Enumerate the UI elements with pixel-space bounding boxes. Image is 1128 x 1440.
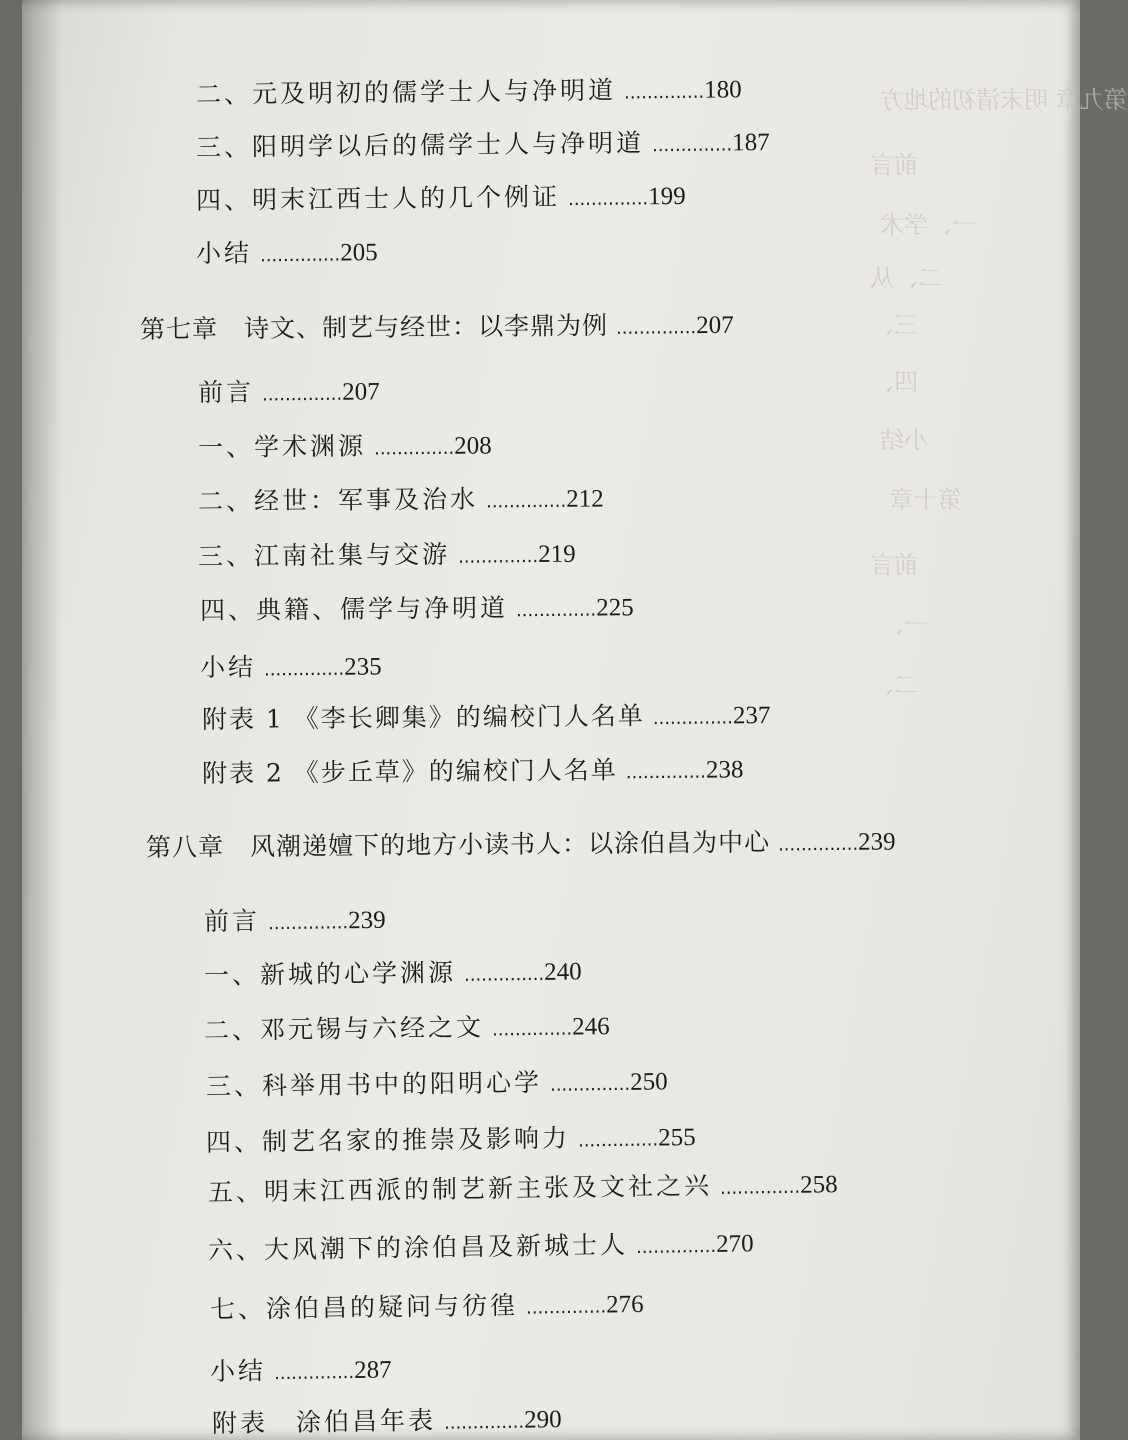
toc-entry-label: 二、元及明初的儒学士人与净明道 [195,75,617,109]
toc-leader-dots: .............. [567,188,649,211]
toc-entry [202,749,744,790]
toc-entry [204,900,386,938]
toc-leader-dots: .............. [549,1073,631,1096]
toc-page-number: 255 [657,1124,696,1152]
toc-leader-dots: .............. [261,383,343,406]
toc-leader-dots: .............. [651,134,733,157]
toc-page-number: 235 [344,653,382,681]
toc-entry [212,1399,562,1440]
toc-entry-label: 附表 1 《李长卿集》的编校门人名单 [201,701,645,734]
toc-page-number: 276 [605,1290,644,1319]
toc-page-number: 187 [731,128,770,157]
toc-entry [198,371,380,409]
toc-entry [206,1061,668,1103]
toc-entry-label: 五、明末江西派的制艺新主张及文社之兴 [207,1170,713,1207]
toc-page-number: 225 [596,594,634,622]
toc-page-number: 208 [454,432,492,460]
toc-page-number: 238 [705,756,744,784]
toc-entry-label: 前言 [197,377,255,407]
toc-leader-dots: .............. [273,1361,355,1385]
toc-leader-dots: .............. [652,707,734,730]
toc-entry [196,176,686,217]
toc-page-number: 207 [342,378,380,406]
toc-entry-label: 小结 [209,1356,267,1386]
toc-leader-dots: .............. [463,963,545,986]
toc-entry-label: 一、新城的心学渊源 [203,957,457,990]
toc-leader-dots: .............. [485,490,567,513]
toc-page-number: 290 [523,1406,562,1434]
toc-leader-dots: .............. [525,1296,607,1319]
toc-entry-label: 六、大风潮下的涂伯昌及新城士人 [207,1230,629,1265]
toc-leader-dots: .............. [635,1235,717,1259]
toc-entry-label: 三、江南社集与交游 [197,539,451,571]
toc-entry [200,587,634,627]
toc-leader-dots: .............. [577,1129,659,1152]
toc-entry [202,695,771,736]
toc-page-number: 240 [543,958,582,986]
toc-entry-label: 第七章 诗文、制艺与经世：以李鼎为例 [139,310,609,344]
toc-entry [196,122,770,164]
toc-entry-label: 一、学术渊源 [197,431,367,462]
toc-page-number: 250 [629,1068,668,1096]
toc-entry-label: 四、制艺名家的推崇及影响力 [205,1123,571,1157]
toc-entry-label: 三、阳明学以后的儒学士人与净明道 [195,128,645,162]
toc-entry [210,1349,392,1388]
toc-entry-label: 四、明末江西士人的几个例证 [195,182,561,215]
toc-entry [204,951,582,992]
toc-page-number: 199 [647,182,686,211]
toc-entry-label: 小结 [195,238,253,268]
toc-chapter-heading [140,305,734,346]
toc-page-number: 239 [858,828,896,856]
toc-leader-dots: .............. [719,1176,801,1199]
toc-entry-label: 二、邓元锡与六经之文 [203,1012,485,1045]
toc-entry-label: 二、经世：军事及治水 [197,484,479,516]
toc-entry-label: 前言 [203,906,261,936]
toc-page-number: 246 [571,1013,610,1041]
toc-leader-dots: .............. [777,833,859,856]
toc-page-number: 212 [566,485,604,513]
toc-entry [208,1223,754,1267]
toc-leader-dots: .............. [515,599,597,622]
toc-entry-label: 七、涂伯昌的疑问与彷徨 [209,1290,519,1324]
toc-entry [206,1117,696,1159]
toc-entry-label: 三、科举用书中的阳明心学 [205,1067,543,1101]
toc-leader-dots: .............. [615,317,697,339]
toc-page-number: 258 [799,1171,838,1199]
toc-page-number: 237 [732,702,771,730]
toc-leader-dots: .............. [373,437,455,460]
toc-page-number: 207 [696,311,734,340]
toc-entry [198,534,576,573]
toc-leader-dots: .............. [443,1411,525,1434]
toc-entry-label: 附表 涂伯昌年表 [211,1405,437,1438]
toc-entry [208,1164,838,1209]
toc-entry [198,478,604,518]
toc-entry-label: 第八章 风潮递嬗下的地方小读书人：以涂伯昌为中心 [145,827,771,862]
toc-leader-dots: .............. [623,81,705,104]
bleed-through-text: 第九章 明末清初的地方 前言 一、学术 二、从 三、 四、 小结 第十章 前言 一、 二、 [870,86,1128,699]
toc-page-number: 239 [347,906,386,935]
toc-page-number: 287 [353,1356,392,1384]
toc-entry [200,646,382,684]
toc-leader-dots: .............. [491,1018,573,1041]
toc-page-number: 180 [703,76,742,104]
toc-entry-label: 小结 [199,652,257,682]
toc-chapter-heading [146,821,896,864]
toc-entry-label: 附表 2 《步丘草》的编校门人名单 [201,755,618,788]
toc-page-number: 219 [538,540,576,569]
toc-page-number: 205 [340,239,378,267]
toc-entry-label: 四、典籍、儒学与净明道 [199,593,509,625]
toc-leader-dots: .............. [263,658,345,681]
toc-leader-dots: .............. [267,912,349,935]
toc-leader-dots: .............. [625,761,707,784]
toc-entry [196,232,378,270]
toc-page-number: 270 [715,1230,754,1258]
toc-entry [196,69,742,111]
toc-leader-dots: .............. [259,244,341,267]
toc-entry [210,1284,644,1326]
toc-entry [198,425,492,464]
toc-entry [204,1006,610,1047]
toc-leader-dots: .............. [457,546,539,568]
